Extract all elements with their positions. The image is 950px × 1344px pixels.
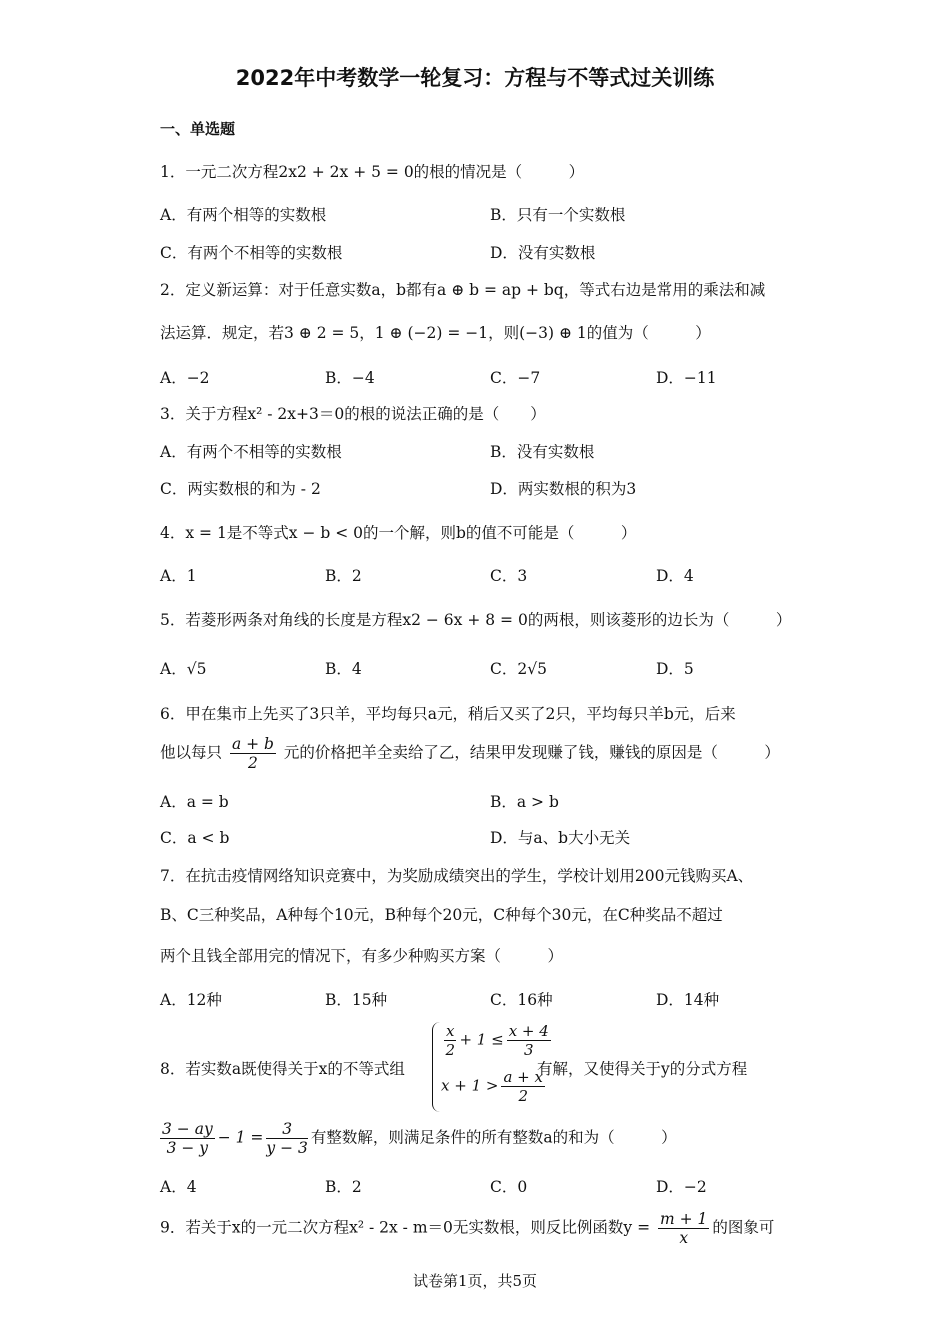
question-6-option-a: A．a = b [160, 793, 229, 811]
fraction-denominator: x [679, 1229, 689, 1247]
question-1-option-b: B．只有一个实数根 [490, 206, 626, 224]
question-8-option-c: C．0 [490, 1178, 528, 1196]
question-7-option-b: B．15种 [325, 991, 388, 1009]
question-6-text-a: 他以每只 [160, 743, 223, 762]
fraction-denominator: 2 [445, 1041, 455, 1059]
system-row1-fraction-right [507, 1022, 551, 1059]
question-6-fraction [230, 735, 276, 772]
fraction-numerator: x [446, 1022, 455, 1040]
question-2-option-b: B．−4 [325, 369, 375, 387]
question-3-stem: 3．关于方程x² - 2x+3＝0的根的说法正确的是（ ） [160, 405, 546, 423]
question-3-option-c: C．两实数根的和为 - 2 [160, 480, 321, 498]
question-2-stem-line2: 法运算．规定，若3 ⊕ 2 = 5，1 ⊕ (−2) = −1，则(−3) ⊕ 1的值为（ ） [160, 324, 711, 342]
question-5-option-d: D．5 [656, 660, 694, 678]
fraction-denominator: 3 − y [166, 1139, 209, 1157]
page-title: 2022年中考数学一轮复习：方程与不等式过关训练 [235, 66, 715, 90]
question-6-stem-line2 [160, 735, 780, 772]
question-8-text-b: 有解，又使得关于y的分式方程 [537, 1060, 748, 1078]
question-8-option-a: A．4 [160, 1178, 197, 1196]
question-4-option-c: C．3 [490, 567, 528, 585]
question-4-option-a: A．1 [160, 567, 197, 585]
question-6-option-c: C．a < b [160, 829, 230, 847]
question-5-option-b: B．4 [325, 660, 362, 678]
question-4-option-b: B．2 [325, 567, 362, 585]
question-5-option-a: A．√5 [160, 660, 207, 678]
question-7-option-c: C．16种 [490, 991, 553, 1009]
question-3-option-a: A．有两个不相等的实数根 [160, 443, 342, 461]
question-7-stem-line2: B、C三种奖品，A种每个10元，B种每个20元，C种每个30元，在C种奖品不超过 [160, 906, 723, 924]
fraction-denominator: 3 [523, 1041, 534, 1059]
question-8-option-b: B．2 [325, 1178, 362, 1196]
question-3-option-b: B．没有实数根 [490, 443, 595, 461]
equation-fraction-right [266, 1120, 307, 1157]
question-2-option-c: C．−7 [490, 369, 541, 387]
section-heading: 一、单选题 [160, 120, 236, 138]
question-2-option-d: D．−11 [656, 369, 717, 387]
fraction-numerator: 3 − ay [162, 1120, 213, 1138]
question-7-stem-line3: 两个且钱全部用完的情况下，有多少种购买方案（ ） [160, 947, 564, 965]
system-row1-fraction-left [444, 1022, 456, 1059]
question-5-option-c: C．2√5 [490, 660, 547, 678]
question-8-text-c: 有整数解，则满足条件的所有整数a的和为（ ） [310, 1128, 677, 1147]
question-1-option-a: A．有两个相等的实数根 [160, 206, 327, 224]
fraction-denominator: 2 [518, 1087, 528, 1105]
question-1-option-c: C．有两个不相等的实数根 [160, 244, 343, 262]
question-2-stem-line1: 2．定义新运算：对于任意实数a，b都有a ⊕ b = ap + bq，等式右边是常用的乘法和减 [160, 281, 766, 299]
equation-mid: − 1 = [217, 1128, 264, 1147]
question-1-option-d: D．没有实数根 [490, 244, 596, 262]
question-7-option-d: D．14种 [656, 991, 720, 1009]
fraction-numerator: a + x [503, 1068, 543, 1086]
question-6-text-b: 元的价格把羊全卖给了乙，结果甲发现赚了钱，赚钱的原因是（ ） [283, 743, 780, 762]
fraction-denominator: y − 3 [266, 1139, 308, 1157]
question-4-option-d: D．4 [656, 567, 694, 585]
question-8-text-a: 8．若实数a既使得关于x的不等式组 [160, 1060, 405, 1078]
question-6-stem-line1: 6．甲在集市上先买了3只羊，平均每只a元，稍后又买了2只，平均每只羊b元，后来 [160, 705, 736, 723]
question-7-stem-line1: 7．在抗击疫情网络知识竞赛中，为奖励成绩突出的学生，学校计划用200元钱购买A、 [160, 867, 754, 885]
question-9-text-a: 9．若关于x的一元二次方程x² - 2x - m＝0无实数根，则反比例函数y = [160, 1218, 651, 1237]
question-6-option-b: B．a > b [490, 793, 559, 811]
page-footer: 试卷第1页，共5页 [412, 1272, 538, 1290]
fraction-denominator: 2 [248, 754, 258, 772]
inequality-system [432, 1022, 549, 1112]
equation-fraction-left [160, 1120, 215, 1157]
question-6-option-d: D．与a、b大小无关 [490, 829, 631, 847]
question-3-option-d: D．两实数根的积为3 [490, 480, 637, 498]
system-row2-left: x + 1 > [441, 1076, 499, 1095]
system-row1-mid: + 1 ≤ [459, 1030, 504, 1049]
question-9-fraction [658, 1210, 709, 1247]
question-9-stem [160, 1210, 774, 1247]
question-1-stem: 1．一元二次方程2x2 + 2x + 5 = 0的根的情况是（ ） [160, 163, 585, 181]
fraction-numerator: a + b [231, 735, 274, 753]
question-8-option-d: D．−2 [656, 1178, 707, 1196]
question-2-option-a: A．−2 [160, 369, 210, 387]
question-4-stem: 4．x = 1是不等式x − b < 0的一个解，则b的值不可能是（ ） [160, 524, 637, 542]
fraction-numerator: 3 [266, 1120, 307, 1139]
question-7-option-a: A．12种 [160, 991, 222, 1009]
fraction-numerator: x + 4 [508, 1022, 549, 1040]
fraction-numerator: m + 1 [660, 1210, 708, 1228]
question-5-stem: 5．若菱形两条对角线的长度是方程x2 − 6x + 8 = 0的两根，则该菱形的边长为（ ） [160, 611, 792, 629]
question-9-text-b: 的图象可 [712, 1218, 775, 1237]
question-8-stem-line2 [157, 1120, 677, 1157]
